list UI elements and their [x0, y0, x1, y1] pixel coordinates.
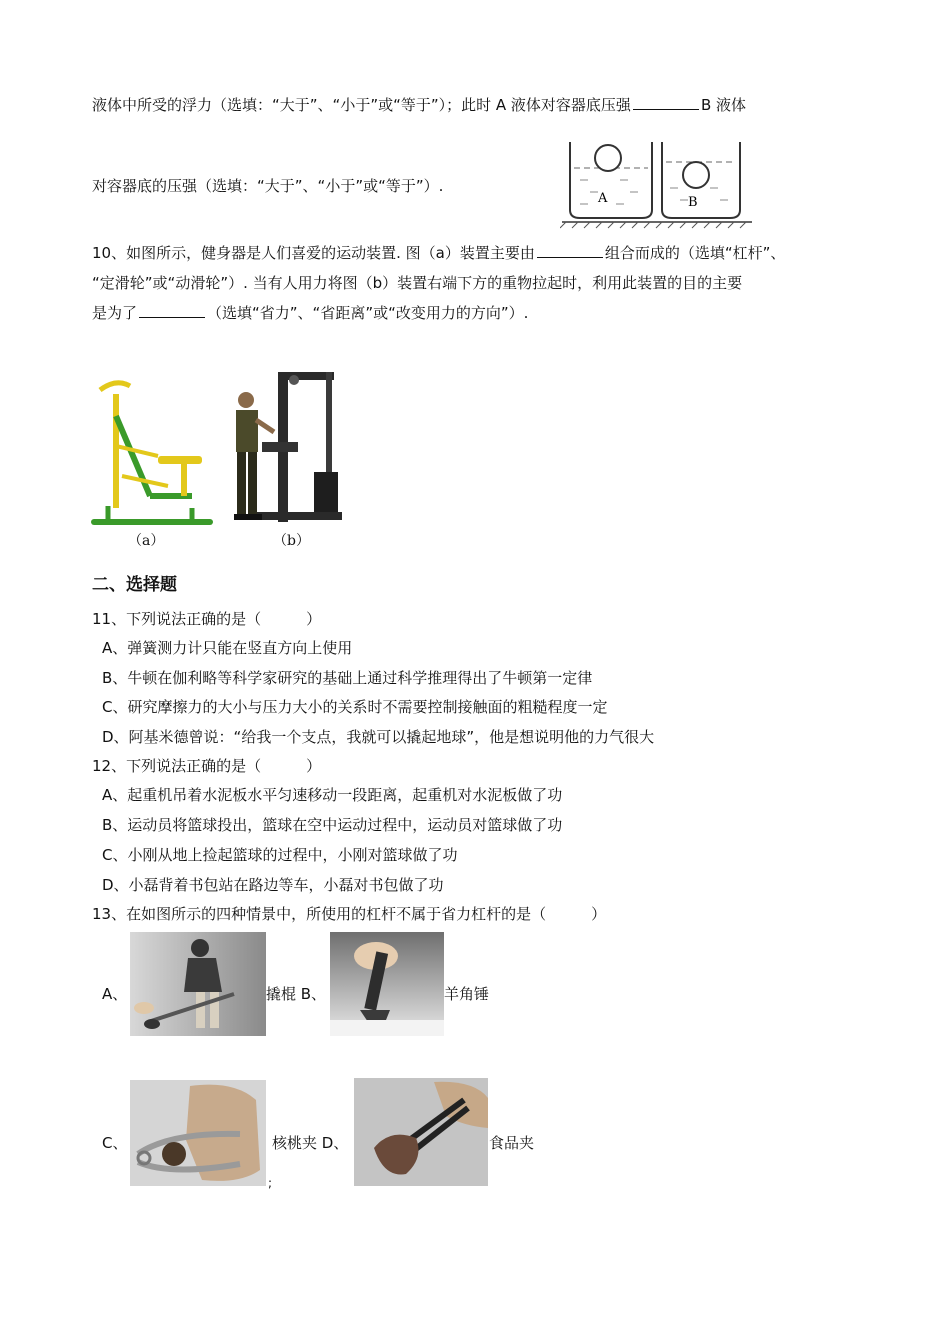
beaker-a-label: A	[598, 191, 608, 206]
q10-blank-1[interactable]	[537, 243, 603, 258]
fitness-caption-a: （a）	[128, 533, 165, 549]
q13-option-b-label[interactable]: 羊角锤	[444, 985, 490, 1003]
q10-line2: “定滑轮”或“动滑轮”）. 当有人用力将图（b）装置右端下方的重物拉起时，利用此装置的目的主要	[92, 274, 743, 292]
section-title-choice: 二、选择题	[92, 575, 177, 595]
claw-hammer-image	[330, 932, 444, 1036]
q11-option-c[interactable]: C、研究摩擦力的大小与压力大小的关系时不需要控制接触面的粗糙程度一定	[102, 698, 608, 716]
nutcracker-image	[130, 1080, 266, 1186]
q13-option-a-prefix[interactable]: A、	[102, 985, 128, 1003]
q11-option-b[interactable]: B、牛顿在伽利略等科学家研究的基础上通过科学推理得出了牛顿第一定律	[102, 669, 593, 687]
fitness-caption-b: （b）	[273, 533, 310, 549]
q13-option-a-label[interactable]: 撬棍 B、	[266, 985, 327, 1003]
q9-line1-pre: 液体中所受的浮力（选填：“大于”、“小于”或“等于”）；此时 A 液体对容器底压强	[92, 96, 631, 114]
q11-option-a[interactable]: A、弹簧测力计只能在竖直方向上使用	[102, 639, 353, 657]
beakers-figure	[560, 138, 755, 230]
fitness-device-a-image	[88, 376, 216, 532]
q10-line3-post: （选填“省力”、“省距离”或“改变用力的方向”）.	[207, 304, 529, 322]
q9-line1	[92, 94, 746, 116]
q9-line1-post: B 液体	[700, 96, 746, 114]
q12-option-d[interactable]: D、小磊背着书包站在路边等车，小磊对书包做了功	[102, 876, 444, 894]
q10-line3	[92, 302, 528, 324]
q13-trailing-mark: ;	[268, 1176, 273, 1190]
q13-option-c-prefix[interactable]: C、	[102, 1134, 128, 1152]
crowbar-image	[130, 932, 266, 1036]
q9-blank-pressure[interactable]	[633, 95, 699, 110]
q13-stem: 13、在如图所示的四种情景中，所使用的杠杆不属于省力杠杆的是（ ）	[92, 905, 607, 923]
q12-option-a[interactable]: A、起重机吊着水泥板水平匀速移动一段距离，起重机对水泥板做了功	[102, 786, 563, 804]
q11-option-d[interactable]: D、阿基米德曾说：“给我一个支点，我就可以撬起地球”，他是想说明他的力气很大	[102, 728, 655, 746]
q10-blank-2[interactable]	[139, 303, 205, 318]
q13-option-d-label[interactable]: 食品夹	[489, 1134, 535, 1152]
q10-line3-pre: 是为了	[92, 304, 138, 322]
q10-line1-post: 组合而成的（选填“杠杆”、	[604, 244, 786, 262]
beaker-b-label: B	[688, 195, 698, 210]
q13-option-c-label[interactable]: 核桃夹 D、	[272, 1134, 349, 1152]
q10-line1-pre: 10、如图所示，健身器是人们喜爱的运动装置. 图（a）装置主要由	[92, 244, 535, 262]
food-tongs-image	[354, 1078, 488, 1186]
q12-stem: 12、下列说法正确的是（ ）	[92, 757, 322, 775]
fitness-device-b-image	[222, 362, 346, 532]
q9-line2: 对容器底的压强（选填：“大于”、“小于”或“等于”）.	[92, 177, 444, 195]
q12-option-c[interactable]: C、小刚从地上捡起篮球的过程中，小刚对篮球做了功	[102, 846, 458, 864]
q11-stem: 11、下列说法正确的是（ ）	[92, 610, 322, 628]
q10-line1	[92, 242, 785, 264]
q12-option-b[interactable]: B、运动员将篮球投出，篮球在空中运动过程中，运动员对篮球做了功	[102, 816, 563, 834]
